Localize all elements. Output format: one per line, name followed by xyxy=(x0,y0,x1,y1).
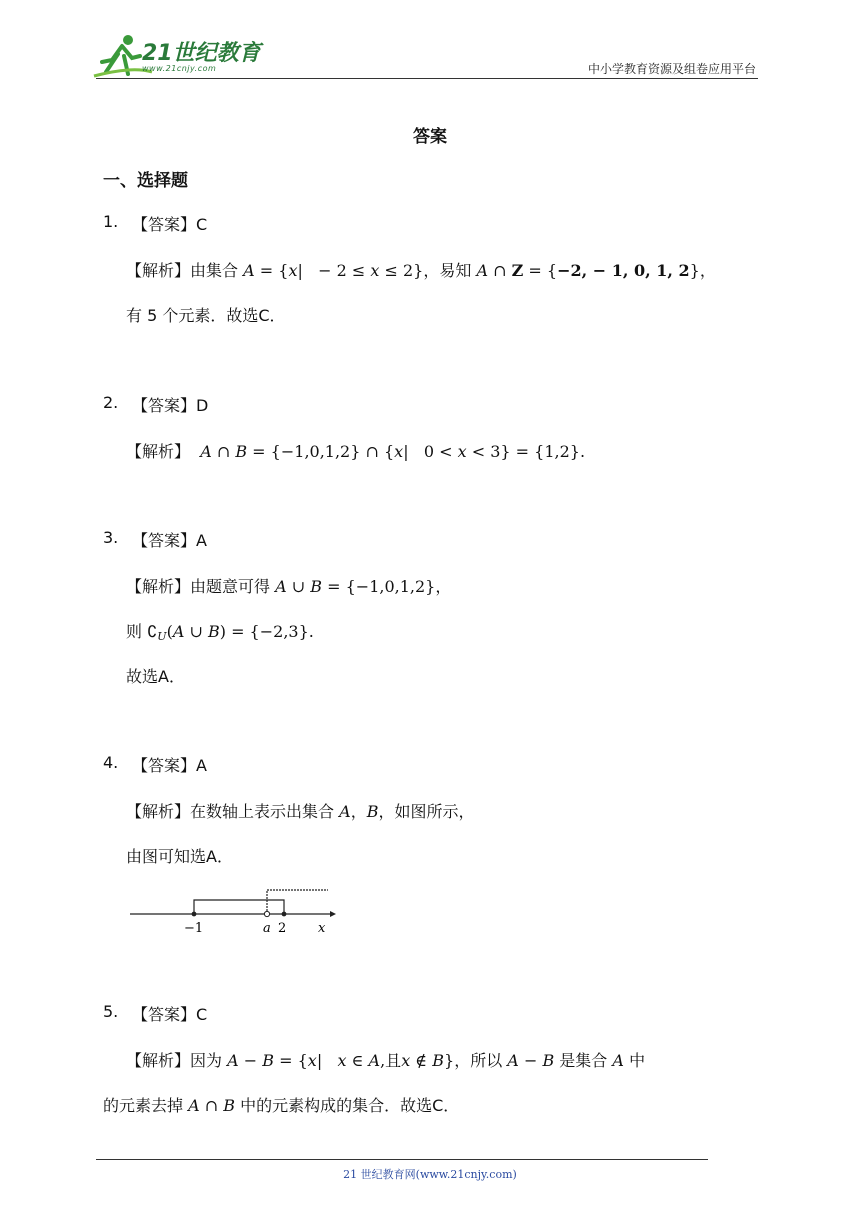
math-expression: − xyxy=(238,1051,263,1070)
math-expression: = {−1,0,1,2} ∩ { xyxy=(247,442,395,461)
question-number: 4. xyxy=(103,753,119,772)
section-heading: 一、选择题 xyxy=(103,171,188,191)
math-expression: A xyxy=(227,1051,239,1070)
math-expression: x xyxy=(457,442,467,461)
answer-line: 【答案】A xyxy=(132,756,207,775)
math-expression: − xyxy=(518,1051,543,1070)
math-expression: A xyxy=(200,442,212,461)
math-expression: x xyxy=(394,442,404,461)
math-expression: ,且 xyxy=(380,1051,402,1070)
explanation-line xyxy=(103,1093,459,1116)
math-expression: x xyxy=(337,1051,347,1070)
explanation-label: 【解析】 xyxy=(126,577,191,596)
math-expression: ∩ xyxy=(488,261,512,280)
number-line-figure xyxy=(130,880,340,940)
explanation-text: 由题意可得 xyxy=(190,577,271,596)
math-expression: A xyxy=(172,622,185,641)
explanation-text: ， xyxy=(350,802,367,821)
math-expression: B xyxy=(235,442,248,461)
math-expression: A xyxy=(188,1096,200,1115)
math-expression: ∈ xyxy=(346,1051,369,1070)
explanation-text: 则 xyxy=(126,622,143,641)
explanation-label: 【解析】 xyxy=(126,442,191,461)
math-expression: B xyxy=(366,802,379,821)
math-expression: x xyxy=(401,1051,411,1070)
math-expression: ∩ xyxy=(199,1096,224,1115)
explanation-line: 故选A． xyxy=(126,667,185,686)
header-divider xyxy=(96,78,758,79)
logo-url: www.21cnjy.com xyxy=(142,64,217,73)
explanation-text: 在数轴上表示出集合 xyxy=(190,802,335,821)
label-minus-one: −1 xyxy=(184,921,204,936)
explanation-label: 【解析】 xyxy=(126,261,191,280)
answer-line: 【答案】D xyxy=(132,396,209,415)
math-expression: | xyxy=(316,1051,338,1070)
math-expression: } xyxy=(689,261,700,280)
explanation-line xyxy=(126,619,314,643)
question-number: 2. xyxy=(103,393,119,412)
math-expression: | 0 < xyxy=(403,442,458,461)
explanation-text: 中的元素构成的集合．故选C． xyxy=(240,1096,460,1115)
header-platform-text: 中小学教育资源及组卷应用平台 xyxy=(587,62,756,76)
explanation-text: 中 xyxy=(629,1051,646,1070)
answer-line: 【答案】C xyxy=(132,1005,208,1024)
math-expression: ∁ xyxy=(147,622,158,641)
explanation-text: ，易知 xyxy=(423,261,472,280)
explanation-text: ， xyxy=(699,261,716,280)
answer-line: 【答案】A xyxy=(132,531,207,550)
math-expression: ∪ xyxy=(286,577,311,596)
math-expression: A xyxy=(243,261,255,280)
axis-arrow xyxy=(330,911,336,917)
math-expression: = { xyxy=(274,1051,308,1070)
math-expression: ∪ xyxy=(184,622,208,641)
question-number: 5. xyxy=(103,1002,119,1021)
page-title: 答案 xyxy=(413,127,447,147)
math-expression: B xyxy=(207,622,220,641)
point-a xyxy=(264,911,269,916)
math-expression: = { xyxy=(523,261,558,280)
explanation-line xyxy=(126,1048,645,1071)
math-expression: B xyxy=(223,1096,236,1115)
explanation-label: 【解析】 xyxy=(126,1051,191,1070)
math-expression: A xyxy=(476,261,489,280)
label-a: a xyxy=(263,921,271,936)
math-expression: ≤ 2} xyxy=(379,261,424,280)
set-b-bracket xyxy=(267,890,328,914)
math-expression: } xyxy=(444,1051,455,1070)
math-expression: B xyxy=(310,577,323,596)
math-expression: U xyxy=(157,630,167,643)
explanation-line: 由图可知选A． xyxy=(126,847,233,866)
set-a-bracket xyxy=(194,900,284,914)
explanation-line xyxy=(126,258,716,281)
explanation-label: 【解析】 xyxy=(126,802,191,821)
answer-line: 【答案】C xyxy=(132,215,208,234)
explanation-line xyxy=(126,439,585,462)
label-two: 2 xyxy=(278,921,287,936)
explanation-line xyxy=(126,574,451,597)
explanation-line xyxy=(126,799,474,822)
math-expression: B xyxy=(432,1051,444,1070)
math-expression: B xyxy=(262,1051,275,1070)
math-expression: ) = {−2,3}. xyxy=(219,622,314,641)
math-expression: A xyxy=(612,1051,624,1070)
label-x: x xyxy=(318,921,326,936)
math-expression: A xyxy=(275,577,287,596)
explanation-text: 是集合 xyxy=(559,1051,608,1070)
explanation-text: ，如图所示， xyxy=(378,802,475,821)
math-expression: A xyxy=(339,802,351,821)
math-expression: = { xyxy=(259,261,289,280)
logo-text: 21世纪教育 xyxy=(142,41,261,66)
explanation-line: 有 5 个元素．故选C． xyxy=(126,306,286,325)
math-expression: B xyxy=(542,1051,555,1070)
footer-divider xyxy=(96,1159,708,1160)
math-expression: ∩ xyxy=(211,442,236,461)
math-expression: x xyxy=(370,261,380,280)
explanation-text: 的元素去掉 xyxy=(103,1096,184,1115)
point-two xyxy=(282,912,287,917)
point-minus-one xyxy=(192,912,197,917)
explanation-text: ， xyxy=(435,577,452,596)
math-expression: = {−1,0,1,2} xyxy=(322,577,436,596)
explanation-text: 由集合 xyxy=(190,261,239,280)
explanation-text: ，所以 xyxy=(454,1051,503,1070)
math-expression: A xyxy=(507,1051,519,1070)
question-number: 1. xyxy=(103,212,119,231)
math-expression: | − 2 ≤ xyxy=(297,261,371,280)
math-expression: Z xyxy=(511,261,524,280)
explanation-text: 因为 xyxy=(190,1051,223,1070)
math-expression: x xyxy=(307,1051,317,1070)
math-expression: ( xyxy=(166,622,173,641)
math-expression: x xyxy=(288,261,298,280)
math-expression: A xyxy=(368,1051,381,1070)
footer-text: 21 世纪教育网(www.21cnjy.com) xyxy=(343,1168,517,1181)
math-expression: < 3} = {1,2}. xyxy=(466,442,586,461)
math-expression: ∉ xyxy=(410,1051,433,1070)
math-expression: −2, − 1, 0, 1, 2 xyxy=(557,261,690,280)
question-number: 3. xyxy=(103,528,119,547)
